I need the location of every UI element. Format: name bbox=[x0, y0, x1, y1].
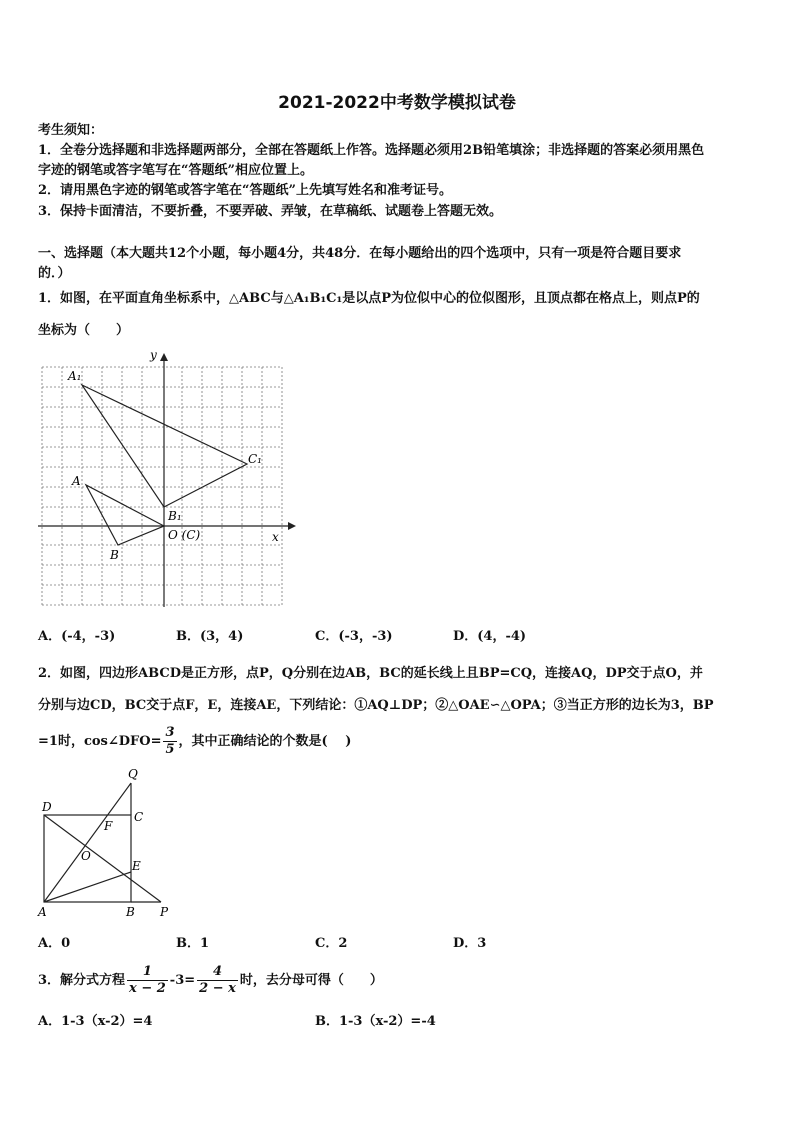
q1-text: 1．如图，在平面直角坐标系中，△ABC与△A₁B₁C₁是以点P为位似中心的位似图形，且顶点都在格点上，则点P的 bbox=[38, 291, 700, 306]
q2-square-figure bbox=[34, 764, 184, 924]
q2-label-q: Q bbox=[128, 767, 138, 781]
q1-option-c[interactable]: C．(-3，-3) bbox=[315, 629, 393, 644]
notice-item-1-cont: 字迹的钢笔或答字笔写在“答题纸”相应位置上。 bbox=[38, 163, 313, 178]
q2-text-cont: 分别与边CD，BC交于点F，E，连接AE，下列结论：①AQ⊥DP；②△OAE∽△OPA；③当正方形的边长为3，BP bbox=[38, 698, 714, 713]
q3-suffix: 时，去分母可得（ ） bbox=[239, 973, 383, 988]
q1-label-a1: A₁ bbox=[68, 369, 82, 383]
q1-label-c1: C₁ bbox=[248, 452, 262, 466]
q3-fraction-1-denominator: x − 2 bbox=[129, 981, 166, 996]
q2-option-c[interactable]: C．2 bbox=[315, 936, 348, 951]
q1-label-b1: B₁ bbox=[168, 509, 182, 523]
q3-fraction-1-numerator: 1 bbox=[127, 964, 168, 981]
q2-option-a[interactable]: A．0 bbox=[38, 936, 71, 951]
q2-label-p: P bbox=[160, 905, 169, 919]
q3-prefix: 3．解分式方程 bbox=[38, 973, 126, 988]
q1-option-a[interactable]: A．(-4，-3) bbox=[38, 629, 116, 644]
q3-fraction-1 bbox=[127, 964, 168, 997]
q1-label-o: O (C) bbox=[168, 528, 201, 542]
notice-item-1: 1．全卷分选择题和非选择题两部分，全部在答题纸上作答。选择题必须用2B铅笔填涂；非选择题的答案必须用黑色 bbox=[38, 143, 705, 158]
q3-fraction-2-numerator: 4 bbox=[197, 964, 238, 981]
q2-label-f: F bbox=[104, 819, 113, 833]
q2-text-cont-2 bbox=[38, 724, 351, 760]
q1-label-a: A bbox=[72, 474, 81, 488]
q3-option-a[interactable]: A．1-3（x-2）=4 bbox=[38, 1014, 153, 1029]
q2-text: 2．如图，四边形ABCD是正方形，点P，Q分别在边AB，BC的延长线上且BP=CQ，连接AQ，DP交于点O，并 bbox=[38, 666, 703, 681]
q2-label-e: E bbox=[132, 859, 141, 873]
q1-option-d[interactable]: D．(4，-4) bbox=[453, 629, 527, 644]
q2-fraction-numerator: 3 bbox=[165, 725, 175, 740]
notice-item-3: 3．保持卡面清洁，不要折叠，不要弄破、弄皱，在草稿纸、试题卷上答题无效。 bbox=[38, 204, 503, 219]
notice-heading: 考生须知： bbox=[38, 123, 104, 138]
q3-fraction-2-denominator: 2 − x bbox=[199, 981, 236, 996]
q2-label-c: C bbox=[134, 810, 144, 824]
section-heading-cont: 的．） bbox=[38, 266, 71, 281]
q2-line-dp bbox=[44, 815, 161, 902]
page-title: 2021-2022中考数学模拟试卷 bbox=[278, 93, 516, 113]
q2-text-after-fraction: ，其中正确结论的个数是( ) bbox=[178, 734, 352, 749]
q2-label-b: B bbox=[126, 905, 135, 919]
q1-label-b: B bbox=[110, 548, 119, 562]
q3-middle: -3= bbox=[169, 973, 196, 988]
q2-fraction-denominator: 5 bbox=[165, 742, 175, 757]
q2-line-aq bbox=[44, 783, 131, 902]
q1-label-y: y bbox=[150, 348, 157, 362]
q2-line-ae bbox=[44, 872, 131, 902]
q2-fraction bbox=[163, 725, 176, 758]
q2-label-o: O bbox=[81, 849, 91, 863]
q2-label-a: A bbox=[38, 905, 47, 919]
q2-label-d: D bbox=[42, 800, 52, 814]
q1-option-b[interactable]: B．(3，4) bbox=[176, 629, 244, 644]
q3-fraction-2 bbox=[197, 964, 238, 997]
q2-option-b[interactable]: B．1 bbox=[176, 936, 210, 951]
section-heading: 一、选择题（本大题共12个小题，每小题4分，共48分．在每小题给出的四个选项中，只有一项是符合题目要求 bbox=[38, 246, 682, 261]
q1-triangle-abc bbox=[86, 485, 164, 545]
q1-text-cont: 坐标为（ ） bbox=[38, 323, 130, 338]
q2-option-d[interactable]: D．3 bbox=[453, 936, 487, 951]
q1-coordinate-figure bbox=[30, 345, 300, 610]
notice-item-2: 2．请用黑色字迹的钢笔或答字笔在“答题纸”上先填写姓名和准考证号。 bbox=[38, 183, 453, 198]
q3-text bbox=[38, 961, 383, 1001]
q1-label-x: x bbox=[272, 530, 279, 544]
q2-text-before-fraction: =1时，cos∠DFO= bbox=[38, 734, 162, 749]
q3-option-b[interactable]: B．1-3（x-2）=-4 bbox=[315, 1014, 436, 1029]
